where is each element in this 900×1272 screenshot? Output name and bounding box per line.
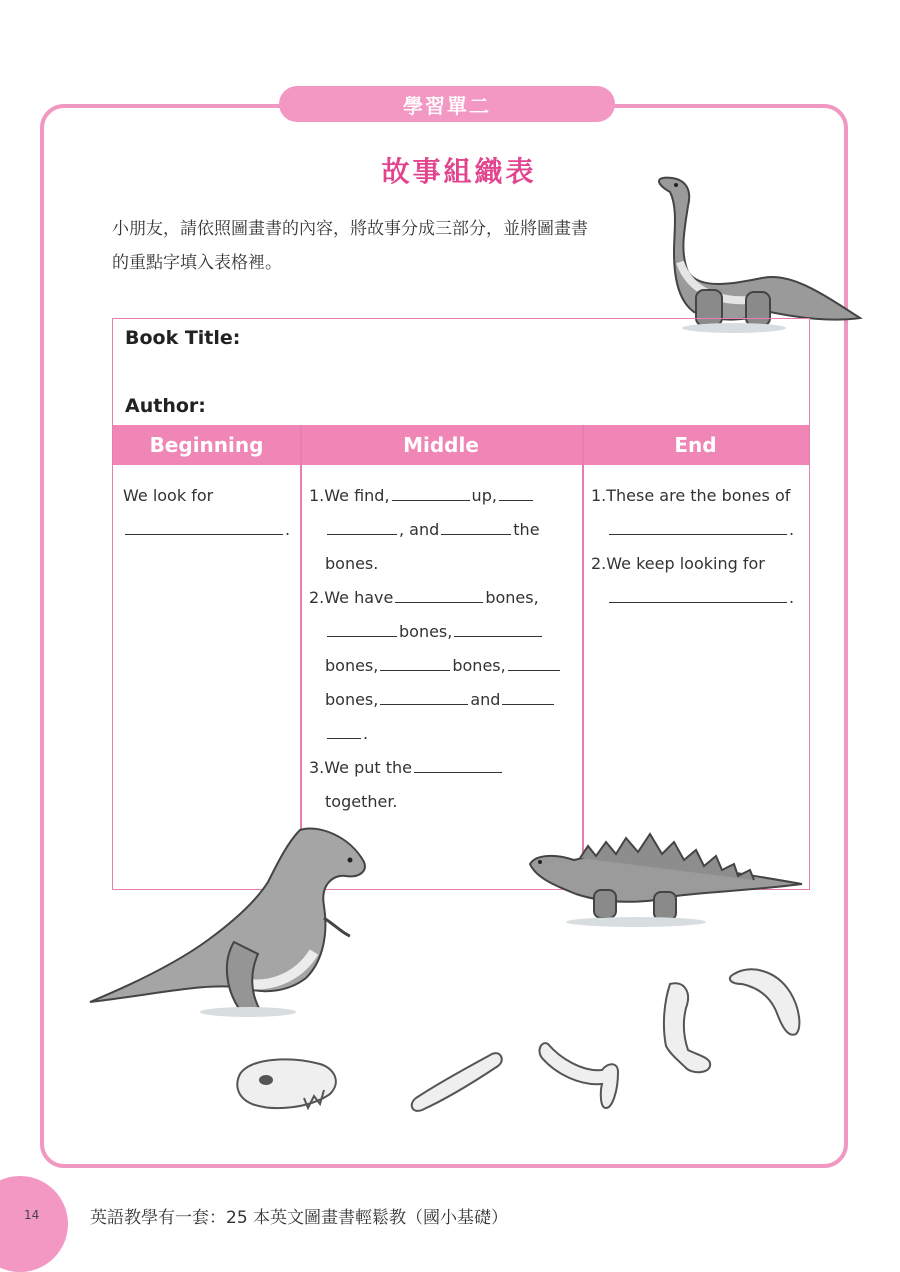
fill-blank[interactable]	[609, 516, 787, 535]
stegosaurus-illustration	[526, 828, 806, 928]
instructions-line-1: 小朋友，請依照圖畫書的內容，將故事分成三部分，並將圖畫書	[112, 219, 588, 239]
end-column	[591, 479, 794, 615]
fill-blank[interactable]	[454, 618, 542, 637]
fill-blank[interactable]	[441, 516, 511, 535]
middle-line: .	[309, 717, 562, 751]
middle-line: bones, and	[309, 683, 562, 717]
fill-blank[interactable]	[502, 686, 554, 705]
middle-column	[309, 479, 562, 819]
fill-blank[interactable]	[508, 652, 560, 671]
fill-blank[interactable]	[499, 482, 533, 501]
middle-line: together.	[325, 792, 398, 811]
middle-line: 2.We have bones,	[309, 581, 562, 615]
fill-blank[interactable]	[125, 516, 283, 535]
fill-blank[interactable]	[609, 584, 787, 603]
end-line-2: .	[591, 513, 794, 547]
book-title-label: Book Title:	[125, 327, 241, 349]
middle-line: bones.	[325, 554, 379, 573]
author-label: Author:	[125, 395, 206, 417]
column-divider	[582, 425, 584, 889]
middle-line: 1.We find, up,	[309, 479, 562, 513]
fill-blank[interactable]	[327, 720, 361, 739]
bones-illustration	[230, 962, 810, 1142]
fill-blank[interactable]	[327, 516, 397, 535]
footer-book-title: 英語教學有一套：25 本英文圖畫書輕鬆教（國小基礎）	[90, 1208, 509, 1228]
beginning-line-1: We look for	[123, 486, 214, 505]
middle-line: bones,	[309, 615, 562, 649]
fill-blank[interactable]	[380, 652, 450, 671]
middle-line: , and the	[309, 513, 562, 547]
middle-line: 3.We put the	[309, 751, 562, 785]
table-header-row	[113, 425, 809, 465]
fill-blank[interactable]	[380, 686, 468, 705]
fill-blank[interactable]	[414, 754, 502, 773]
end-line-1: 1.These are the bones of	[591, 486, 791, 505]
beginning-column	[123, 479, 290, 547]
fill-blank[interactable]	[395, 584, 483, 603]
header-middle: Middle	[403, 433, 479, 457]
end-line-4: .	[591, 581, 794, 615]
instructions-line-2: 的重點字填入表格裡。	[112, 253, 282, 273]
header-beginning: Beginning	[149, 433, 264, 457]
brachiosaurus-illustration	[650, 172, 868, 334]
page-title: 故事組織表	[381, 155, 537, 188]
header-end: End	[674, 433, 717, 457]
middle-line: bones, bones,	[309, 649, 562, 683]
fill-blank[interactable]	[392, 482, 470, 501]
column-divider	[300, 425, 302, 889]
fill-blank[interactable]	[327, 618, 397, 637]
instructions	[112, 212, 672, 280]
beginning-line-2: .	[123, 513, 290, 547]
end-line-3: 2.We keep looking for	[591, 554, 765, 573]
story-organizer-table	[112, 318, 810, 890]
page-number: 14	[24, 1208, 40, 1222]
worksheet-tab: 學習單二	[279, 86, 615, 122]
page-number-badge	[0, 1176, 68, 1272]
